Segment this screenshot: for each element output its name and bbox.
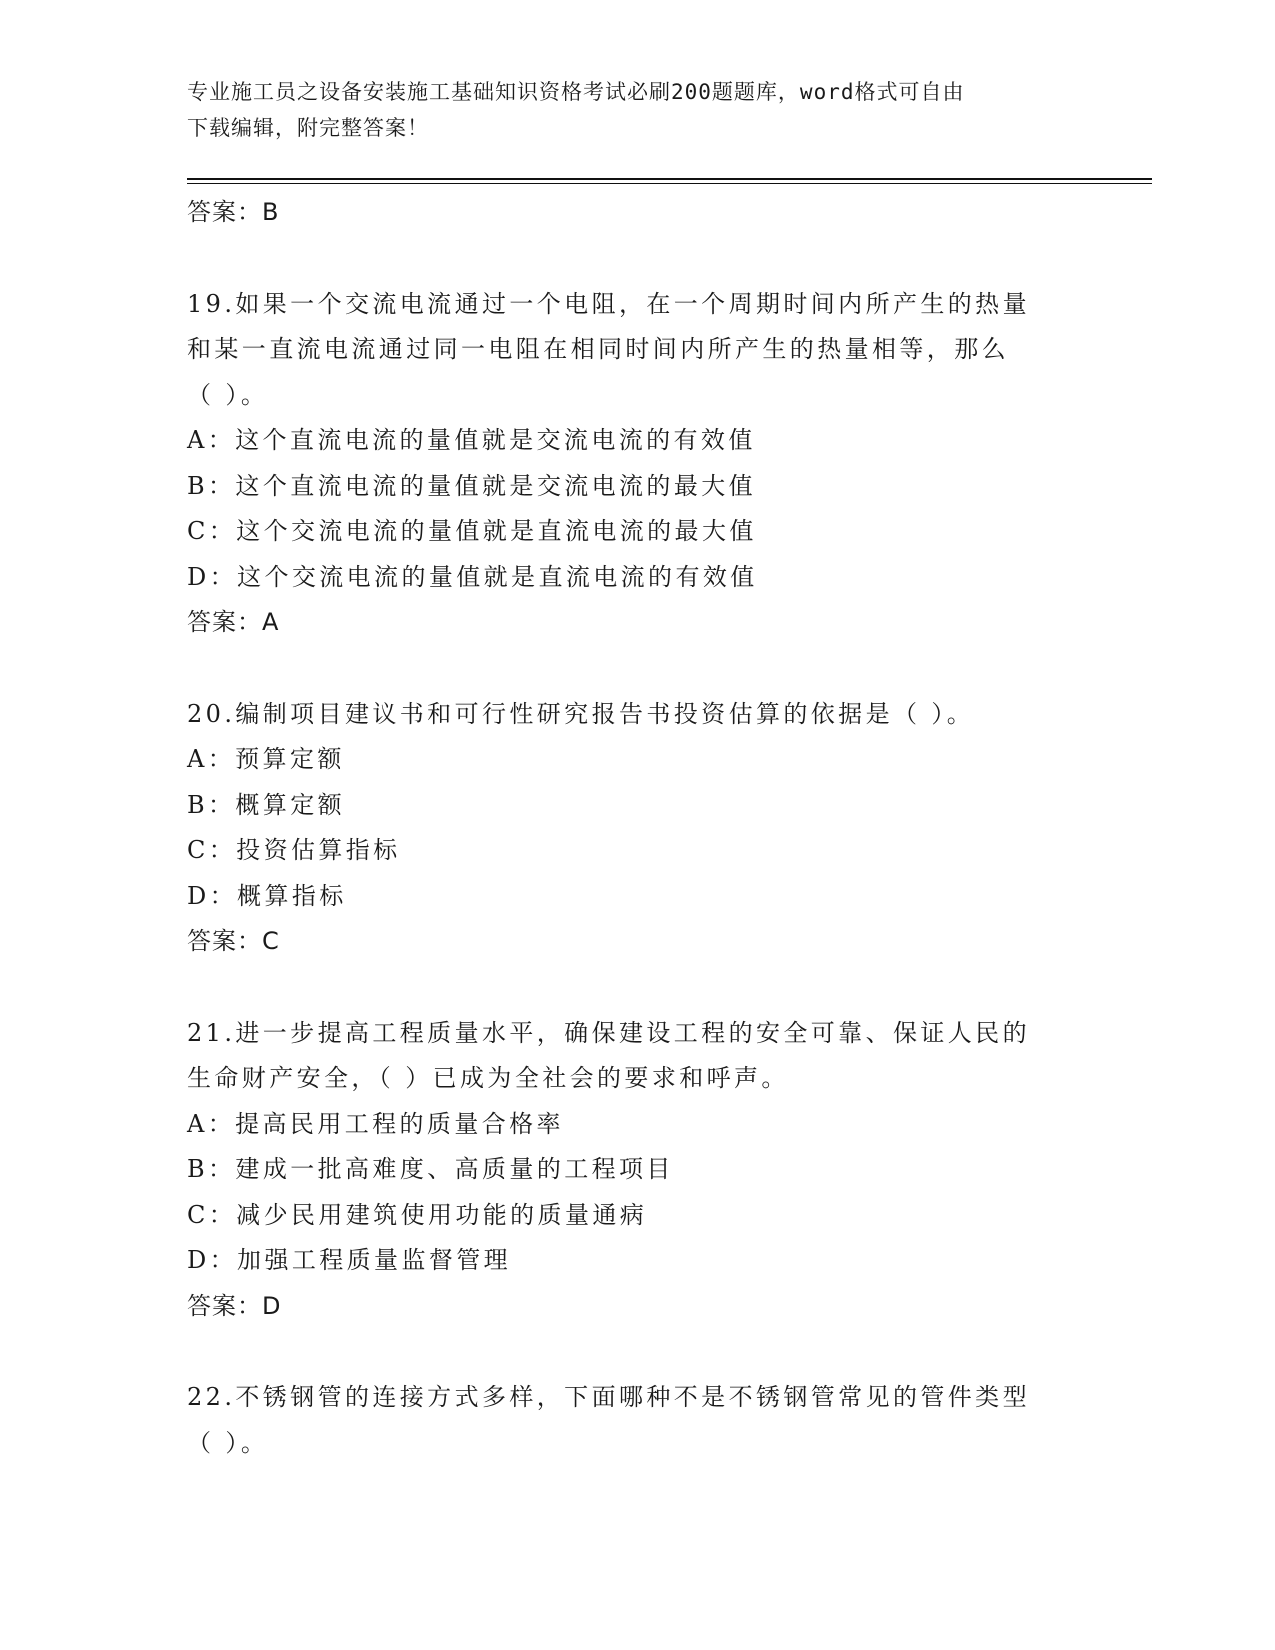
answer: 答案：D (187, 1291, 282, 1320)
question-list (187, 190, 1087, 1466)
document-header (187, 74, 1067, 146)
previous-answer: 答案：B (187, 198, 280, 226)
question-stem: 和某一直流电流通过同一电阻在相同时间内所产生的热量相等，那么 (187, 335, 1009, 363)
question-22 (187, 1375, 1087, 1466)
question-20 (187, 692, 1087, 965)
option-c: C：投资估算指标 (187, 836, 401, 864)
question-stem: 20.编制项目建议书和可行性研究报告书投资估算的依据是（ ）。 (187, 699, 975, 728)
header-line-1: 专业施工员之设备安装施工基础知识资格考试必刷200题题库，word格式可自由 (187, 80, 965, 104)
option-c: C：减少民用建筑使用功能的质量通病 (187, 1200, 648, 1229)
question-stem: （ ）。 (187, 380, 269, 409)
option-b: B：建成一批高难度、高质量的工程项目 (187, 1155, 674, 1183)
question-stem: 22.不锈钢管的连接方式多样，下面哪种不是不锈钢管常见的管件类型 (187, 1383, 1030, 1411)
option-a: A：预算定额 (187, 745, 345, 773)
question-stem: （ ）。 (187, 1428, 269, 1457)
header-rule-thick (187, 178, 1152, 180)
question-stem: 19.如果一个交流电流通过一个电阻，在一个周期时间内所产生的热量 (187, 289, 1030, 318)
answer: 答案：C (187, 927, 280, 955)
option-d: D：加强工程质量监督管理 (187, 1246, 512, 1274)
question-19 (187, 282, 1087, 646)
question-stem: 生命财产安全，（ ）已成为全社会的要求和呼声。 (187, 1064, 789, 1092)
option-b: B：概算定额 (187, 790, 346, 819)
option-c: C：这个交流电流的量值就是直流电流的最大值 (187, 517, 757, 545)
option-a: A：这个直流电流的量值就是交流电流的有效值 (187, 426, 756, 454)
answer: 答案：A (187, 608, 280, 636)
option-b: B：这个直流电流的量值就是交流电流的最大值 (187, 471, 757, 500)
question-stem: 21.进一步提高工程质量水平，确保建设工程的安全可靠、保证人民的 (187, 1018, 1030, 1047)
option-d: D：概算指标 (187, 881, 347, 910)
header-rule-thin (187, 183, 1152, 184)
header-line-2: 下载编辑，附完整答案！ (187, 116, 429, 140)
option-d: D：这个交流电流的量值就是直流电流的有效值 (187, 562, 758, 591)
question-21 (187, 1011, 1087, 1330)
option-a: A：提高民用工程的质量合格率 (187, 1109, 564, 1138)
